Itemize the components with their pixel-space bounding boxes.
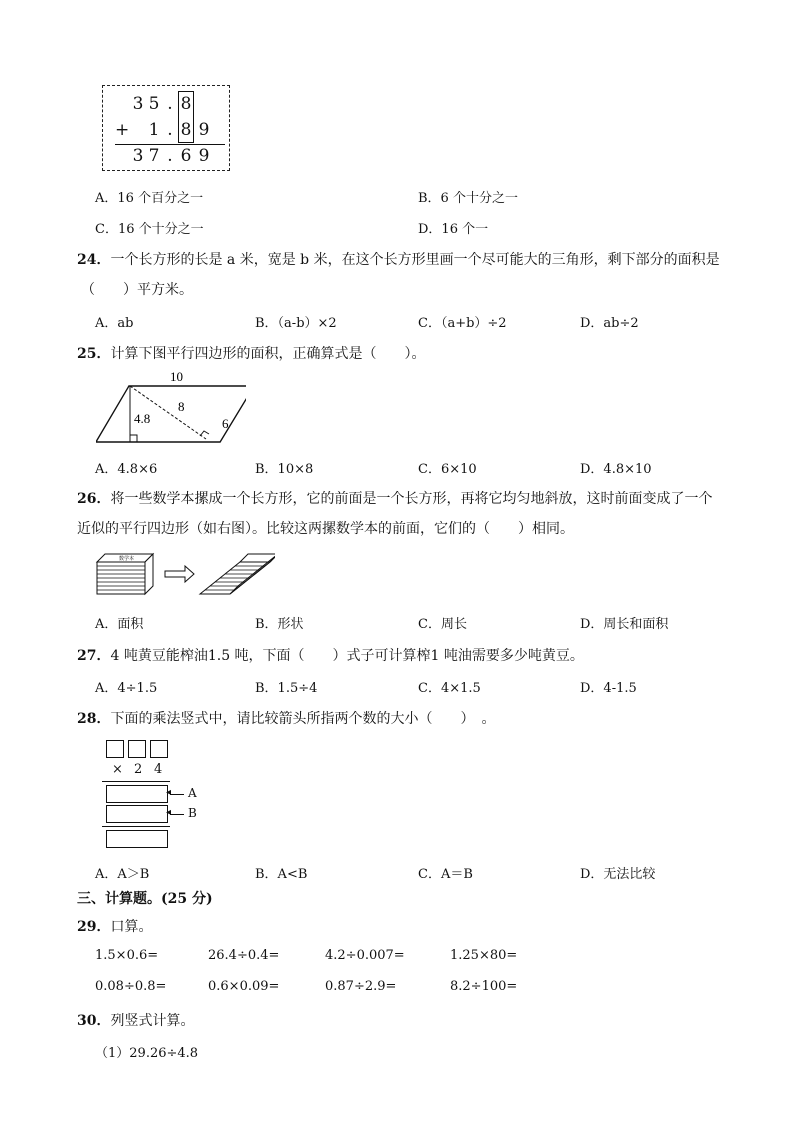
option-a[interactable]: A．ab: [95, 316, 134, 331]
arrow-b: [170, 814, 184, 815]
question-text: 计算下图平行四边形的面积，正确算式是（ ）。: [110, 346, 426, 362]
question-text: 4 吨黄豆能榨油1.5 吨，下面（ ）式子可计算榨1 吨油需要多少吨黄豆。: [110, 648, 584, 664]
question-text: 一个长方形的长是 a 米，宽是 b 米，在这个长方形里画一个尽可能大的三角形，剩下部分的面积是: [110, 252, 720, 268]
option-a[interactable]: A．4÷1.5: [95, 681, 158, 696]
digit: 3: [132, 94, 144, 114]
option-b[interactable]: B．A<B: [255, 867, 308, 882]
label-a: A: [188, 786, 197, 800]
question-number: 25．: [77, 346, 111, 362]
product-box: [106, 830, 168, 848]
partial-product-b: [106, 805, 168, 823]
rule-line: [102, 826, 170, 827]
option-c[interactable]: C．（a+b）÷2: [418, 316, 507, 331]
blank-box: [106, 740, 124, 758]
question-text: 下面的乘法竖式中，请比较箭头所指两个数的大小（ ） 。: [110, 711, 496, 727]
option-b[interactable]: B．形状: [255, 617, 304, 632]
label-top: 10: [170, 369, 183, 384]
arrow-a-icon: ◂: [166, 787, 172, 798]
digit: 1: [148, 120, 160, 140]
plus-sign: +: [115, 120, 130, 140]
label-b: B: [188, 806, 197, 820]
section-title: 三、计算题。(25 分): [77, 891, 213, 907]
digit: 6: [180, 146, 192, 166]
calc-item: 0.08÷0.8=: [95, 979, 167, 994]
question-24: [77, 249, 720, 269]
books-figure: [95, 548, 275, 600]
question-text: 口算。: [110, 919, 153, 935]
option-d[interactable]: D．ab÷2: [580, 316, 639, 331]
vertical-calc-item: （1）29.26÷4.8: [95, 1046, 199, 1061]
option-c[interactable]: C．6×10: [418, 462, 477, 477]
calc-item: 1.25×80=: [450, 948, 518, 963]
option-d[interactable]: D．16 个一: [418, 222, 489, 237]
question-text: 列竖式计算。: [110, 1013, 195, 1029]
arrow-b-icon: ◂: [166, 807, 172, 818]
parallelogram-figure: [96, 366, 246, 446]
option-c[interactable]: C．周长: [418, 617, 467, 632]
option-b[interactable]: B．10×8: [255, 462, 314, 477]
digit: 8: [180, 94, 192, 114]
question-number: 29．: [77, 919, 111, 935]
option-a[interactable]: A．4.8×6: [95, 462, 158, 477]
question-number: 28．: [77, 711, 111, 727]
question-25: [77, 343, 425, 363]
option-b[interactable]: B．1.5÷4: [255, 681, 318, 696]
digit: 7: [148, 146, 160, 166]
digit: .: [167, 120, 173, 140]
multiplication-figure: [100, 738, 210, 850]
sum-line: [115, 144, 225, 145]
digit: 4: [154, 762, 163, 777]
question-26-line2: 近似的平行四边形（如右图）。比较这两摞数学本的前面，它们的（ ）相同。: [77, 521, 574, 537]
digit: 9: [198, 146, 210, 166]
option-c[interactable]: C．4×1.5: [418, 681, 481, 696]
calc-item: 0.87÷2.9=: [325, 979, 397, 994]
question-27: [77, 645, 584, 665]
book-label: 数学本: [119, 556, 135, 562]
question-text: 将一些数学本摞成一个长方形，它的前面是一个长方形，再将它均匀地斜放，这时前面变成了一个: [110, 491, 713, 507]
question-number: 26．: [77, 491, 111, 507]
digit: .: [167, 94, 173, 114]
digit: 5: [148, 94, 160, 114]
option-a[interactable]: A．A＞B: [95, 867, 150, 882]
rule-line: [102, 781, 170, 782]
option-c[interactable]: C．A＝B: [418, 867, 473, 882]
digit: 2: [134, 762, 143, 777]
calc-item: 8.2÷100=: [450, 979, 518, 994]
question-26: [77, 488, 712, 508]
blank-box: [128, 740, 146, 758]
option-a[interactable]: A．面积: [95, 617, 144, 632]
arrow-a: [170, 794, 184, 795]
question-number: 30．: [77, 1013, 111, 1029]
digit: 3: [132, 146, 144, 166]
question-28: [77, 708, 495, 728]
times-sign: ×: [112, 762, 123, 777]
option-d[interactable]: D．无法比较: [580, 867, 656, 882]
digit: 8: [180, 120, 192, 140]
digit: 9: [198, 120, 210, 140]
calc-item: 4.2÷0.007=: [325, 948, 405, 963]
question-number: 24．: [77, 252, 111, 268]
option-c[interactable]: C．16 个十分之一: [95, 222, 204, 237]
partial-product-a: [106, 785, 168, 803]
calc-item: 0.6×0.09=: [208, 979, 280, 994]
question-29: [77, 916, 152, 936]
option-d[interactable]: D．4-1.5: [580, 681, 637, 696]
option-d[interactable]: D．周长和面积: [580, 617, 669, 632]
decimal-addition-figure: [102, 85, 230, 171]
calc-item: 26.4÷0.4=: [208, 948, 280, 963]
label-height: 4.8: [134, 411, 151, 426]
option-a[interactable]: A．16 个百分之一: [95, 191, 204, 206]
option-b[interactable]: B．6 个十分之一: [418, 191, 518, 206]
option-b[interactable]: B．（a-b）×2: [255, 316, 337, 331]
question-number: 27．: [77, 648, 111, 664]
label-diag: 8: [178, 399, 185, 414]
blank-box: [150, 740, 168, 758]
question-30: [77, 1010, 194, 1030]
question-24-line2: （ ）平方米。: [81, 282, 193, 298]
digit: .: [167, 146, 173, 166]
calc-item: 1.5×0.6=: [95, 948, 159, 963]
label-side: 6: [222, 416, 229, 431]
option-d[interactable]: D．4.8×10: [580, 462, 652, 477]
